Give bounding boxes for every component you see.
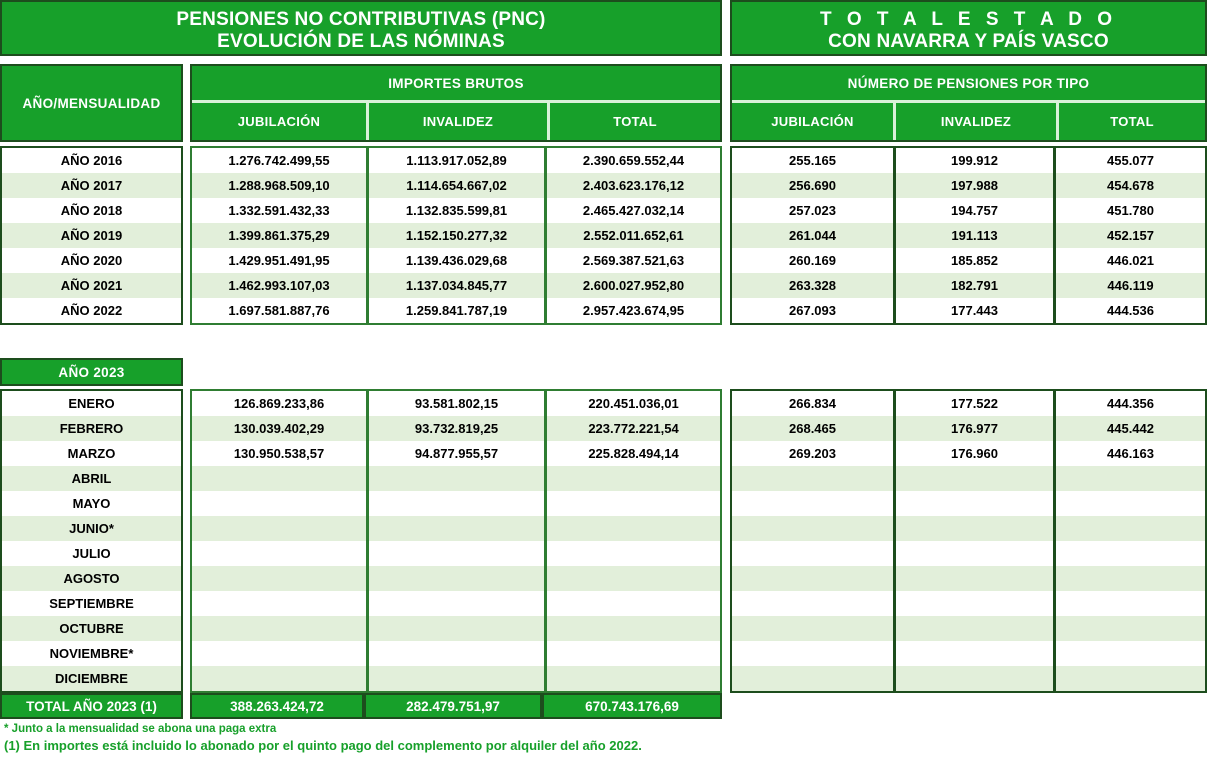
table-row-month-values <box>192 591 720 616</box>
table-row-year-values-right <box>732 248 1205 273</box>
cell-invalidez <box>893 616 1053 641</box>
cell-total: 223.772.221,54 <box>544 416 720 441</box>
cell-total <box>544 591 720 616</box>
cell-total <box>544 491 720 516</box>
cell-jubilacion <box>732 566 893 591</box>
cell-invalidez <box>893 466 1053 491</box>
cell-jubilacion <box>192 666 366 691</box>
cell-invalidez <box>366 616 544 641</box>
table-row-month-values-right <box>732 391 1205 416</box>
total-row-total: 670.743.176,69 <box>542 693 722 719</box>
row-label: AÑO 2018 <box>60 203 123 218</box>
table-row-month-label <box>2 541 181 566</box>
table-row-month-values <box>192 541 720 566</box>
right-title-line1: T O T A L E S T A D O <box>819 9 1118 30</box>
cell-jubilacion <box>192 466 366 491</box>
cell-total <box>1053 666 1205 691</box>
table-row-month-label <box>2 491 181 516</box>
table-row-year-label <box>2 173 181 198</box>
cell-invalidez <box>893 666 1053 691</box>
cell-total: 2.957.423.674,95 <box>544 298 720 323</box>
table-row-year-label <box>2 223 181 248</box>
table-row-month-values <box>192 516 720 541</box>
cell-jubilacion <box>732 466 893 491</box>
left-sub-header-row <box>192 100 720 140</box>
left-month-stub-rows <box>2 391 181 691</box>
cell-invalidez: 182.791 <box>893 273 1053 298</box>
cell-invalidez <box>893 641 1053 666</box>
cell-invalidez: 177.522 <box>893 391 1053 416</box>
table-row-year-values-right <box>732 223 1205 248</box>
cell-jubilacion <box>732 491 893 516</box>
cell-invalidez <box>893 566 1053 591</box>
left-year-value-rows <box>192 148 720 323</box>
table-row-year-label <box>2 148 181 173</box>
row-label: SEPTIEMBRE <box>49 596 134 611</box>
table-row-month-values <box>192 441 720 466</box>
cell-total <box>1053 541 1205 566</box>
cell-invalidez <box>366 591 544 616</box>
left-title-banner <box>0 0 722 56</box>
table-row-month-label <box>2 591 181 616</box>
table-row-year-label <box>2 198 181 223</box>
left-subheader-total: TOTAL <box>547 103 720 140</box>
right-month-values-block <box>730 389 1207 693</box>
cell-total: 446.163 <box>1053 441 1205 466</box>
row-label: JUNIO* <box>69 521 114 536</box>
table-row-month-label <box>2 641 181 666</box>
table-row-month-values-right <box>732 416 1205 441</box>
cell-jubilacion: 263.328 <box>789 278 836 293</box>
left-subheader-jubilacion: JUBILACIÓN <box>237 114 321 129</box>
left-header-row <box>0 64 722 142</box>
row-label: FEBRERO <box>59 421 124 436</box>
cell-jubilacion <box>192 616 366 641</box>
cell-total <box>1053 466 1205 491</box>
right-subheader-total: TOTAL <box>1056 103 1205 140</box>
table-row-year-label <box>2 248 181 273</box>
table-row-year-label <box>2 273 181 298</box>
cell-jubilacion: 257.023 <box>789 203 836 218</box>
cell-jubilacion: 1.462.993.107,03 <box>228 278 330 293</box>
table-row-year-values <box>192 148 720 173</box>
cell-total <box>1053 491 1205 516</box>
cell-jubilacion <box>732 666 893 691</box>
table-row-month-values-right <box>732 591 1205 616</box>
cell-total: 2.600.027.952,80 <box>544 273 720 298</box>
cell-total: 454.678 <box>1053 173 1205 198</box>
cell-jubilacion <box>732 541 893 566</box>
cell-jubilacion <box>192 641 366 666</box>
right-group-header-numero-pensiones <box>730 64 1207 142</box>
right-title-banner <box>730 0 1207 56</box>
row-label: OCTUBRE <box>59 621 124 636</box>
right-header-row <box>730 64 1207 142</box>
cell-jubilacion: 255.165 <box>789 153 836 168</box>
cell-jubilacion: 269.203 <box>789 446 836 461</box>
table-row-month-label <box>2 466 181 491</box>
cell-invalidez <box>366 541 544 566</box>
left-year-stub-rows <box>2 148 181 323</box>
table-row-year-values-right <box>732 173 1205 198</box>
cell-invalidez: 1.259.841.787,19 <box>366 298 544 323</box>
row-label: AÑO 2016 <box>60 153 123 168</box>
table-row-month-values <box>192 391 720 416</box>
cell-total <box>1053 616 1205 641</box>
cell-invalidez: 194.757 <box>893 198 1053 223</box>
left-title-line2: EVOLUCIÓN DE LAS NÓMINAS <box>217 31 505 52</box>
table-row-month-values <box>192 666 720 691</box>
cell-total: 225.828.494,14 <box>544 441 720 466</box>
cell-invalidez: 1.132.835.599,81 <box>366 198 544 223</box>
cell-jubilacion <box>192 566 366 591</box>
left-month-values-block <box>190 389 722 693</box>
cell-jubilacion: 130.950.538,57 <box>233 446 325 461</box>
table-row-year-values <box>192 198 720 223</box>
right-year-value-rows <box>732 148 1205 323</box>
table-row-month-values-right <box>732 566 1205 591</box>
table-row-month-label <box>2 666 181 691</box>
footnote-one: (1) En importes está incluido lo abonado por el quinto pago del complemento por alquiler del año 2022. <box>4 738 642 753</box>
cell-invalidez: 191.113 <box>893 223 1053 248</box>
cell-invalidez: 177.443 <box>893 298 1053 323</box>
cell-jubilacion <box>192 516 366 541</box>
cell-jubilacion: 1.332.591.432,33 <box>228 203 330 218</box>
cell-total <box>1053 591 1205 616</box>
cell-jubilacion: 267.093 <box>789 303 836 318</box>
left-title-line1: PENSIONES NO CONTRIBUTIVAS (PNC) <box>176 9 546 30</box>
table-row-month-label <box>2 516 181 541</box>
cell-invalidez <box>893 516 1053 541</box>
cell-invalidez: 1.152.150.277,32 <box>366 223 544 248</box>
year-2023-label: AÑO 2023 <box>0 358 183 386</box>
total-row-label: TOTAL AÑO 2023 (1) <box>0 693 183 719</box>
cell-total <box>544 466 720 491</box>
left-year-stub-block <box>0 146 183 325</box>
cell-invalidez: 1.137.034.845,77 <box>366 273 544 298</box>
cell-invalidez: 185.852 <box>893 248 1053 273</box>
right-subheader-jubilacion: JUBILACIÓN <box>771 114 854 129</box>
cell-jubilacion: 261.044 <box>789 228 836 243</box>
cell-total <box>1053 566 1205 591</box>
right-month-value-rows <box>732 391 1205 691</box>
cell-invalidez: 1.114.654.667,02 <box>366 173 544 198</box>
cell-jubilacion: 130.039.402,29 <box>233 421 325 436</box>
left-group-title: IMPORTES BRUTOS <box>388 75 524 91</box>
left-month-stub-block <box>0 389 183 693</box>
table-row-month-values-right <box>732 516 1205 541</box>
table-row-month-values-right <box>732 466 1205 491</box>
cell-total: 2.390.659.552,44 <box>544 148 720 173</box>
cell-invalidez: 199.912 <box>893 148 1053 173</box>
table-row-month-label <box>2 416 181 441</box>
total-year-2023-row <box>0 693 722 719</box>
left-subheader-invalidez: INVALIDEZ <box>366 103 547 140</box>
cell-invalidez: 176.960 <box>893 441 1053 466</box>
total-row-gap <box>183 693 190 719</box>
table-row-month-values-right <box>732 491 1205 516</box>
cell-total <box>1053 641 1205 666</box>
cell-jubilacion: 1.697.581.887,76 <box>228 303 330 318</box>
table-row-month-values-right <box>732 441 1205 466</box>
cell-invalidez: 94.877.955,57 <box>366 441 544 466</box>
cell-total <box>544 641 720 666</box>
cell-total <box>544 616 720 641</box>
cell-total <box>544 541 720 566</box>
total-row-invalidez: 282.479.751,97 <box>364 693 542 719</box>
cell-jubilacion: 126.869.233,86 <box>233 396 325 411</box>
row-label: AÑO 2021 <box>60 278 123 293</box>
cell-jubilacion <box>192 541 366 566</box>
table-row-year-values <box>192 248 720 273</box>
cell-total: 2.403.623.176,12 <box>544 173 720 198</box>
cell-invalidez <box>366 641 544 666</box>
table-row-month-values <box>192 416 720 441</box>
table-row-month-label <box>2 441 181 466</box>
cell-jubilacion: 1.288.968.509,10 <box>228 178 330 193</box>
cell-total: 2.552.011.652,61 <box>544 223 720 248</box>
cell-jubilacion: 256.690 <box>789 178 836 193</box>
cell-jubilacion: 266.834 <box>789 396 836 411</box>
cell-total: 452.157 <box>1053 223 1205 248</box>
cell-total: 446.119 <box>1053 273 1205 298</box>
table-row-year-values <box>192 173 720 198</box>
stub-header-ano-mensualidad: AÑO/MENSUALIDAD <box>0 64 183 142</box>
cell-jubilacion <box>192 591 366 616</box>
row-label: MAYO <box>72 496 111 511</box>
table-row-month-label <box>2 566 181 591</box>
cell-jubilacion <box>732 516 893 541</box>
cell-total <box>1053 516 1205 541</box>
table-row-year-values-right <box>732 298 1205 323</box>
table-row-year-values <box>192 298 720 323</box>
cell-invalidez: 197.988 <box>893 173 1053 198</box>
cell-jubilacion: 1.399.861.375,29 <box>228 228 330 243</box>
cell-invalidez <box>893 591 1053 616</box>
right-title-line2: CON NAVARRA Y PAÍS VASCO <box>828 31 1109 52</box>
cell-total: 455.077 <box>1053 148 1205 173</box>
row-label: MARZO <box>67 446 116 461</box>
cell-jubilacion: 1.276.742.499,55 <box>228 153 330 168</box>
left-group-header-importes-brutos <box>190 64 722 142</box>
cell-jubilacion: 260.169 <box>789 253 836 268</box>
cell-jubilacion <box>732 641 893 666</box>
cell-invalidez: 1.139.436.029,68 <box>366 248 544 273</box>
row-label: AGOSTO <box>63 571 120 586</box>
cell-total: 2.465.427.032,14 <box>544 198 720 223</box>
table-row-year-values-right <box>732 148 1205 173</box>
cell-jubilacion <box>192 491 366 516</box>
cell-jubilacion: 1.429.951.491,95 <box>228 253 330 268</box>
left-month-value-rows <box>192 391 720 691</box>
cell-invalidez <box>893 541 1053 566</box>
table-row-month-values-right <box>732 541 1205 566</box>
cell-total: 451.780 <box>1053 198 1205 223</box>
row-label: NOVIEMBRE* <box>49 646 134 661</box>
right-subheader-invalidez: INVALIDEZ <box>893 103 1056 140</box>
cell-invalidez: 176.977 <box>893 416 1053 441</box>
row-label: AÑO 2022 <box>60 303 123 318</box>
footnotes <box>4 723 904 753</box>
cell-total <box>544 666 720 691</box>
table-row-month-values-right <box>732 616 1205 641</box>
cell-invalidez <box>893 491 1053 516</box>
cell-jubilacion: 268.465 <box>789 421 836 436</box>
left-year-values-block <box>190 146 722 325</box>
cell-invalidez: 93.732.819,25 <box>366 416 544 441</box>
row-label: AÑO 2017 <box>60 178 123 193</box>
row-label: AÑO 2020 <box>60 253 123 268</box>
table-row-month-values-right <box>732 641 1205 666</box>
cell-invalidez <box>366 566 544 591</box>
table-row-month-values <box>192 466 720 491</box>
cell-total: 446.021 <box>1053 248 1205 273</box>
right-panel <box>730 0 1207 461</box>
cell-total: 220.451.036,01 <box>544 391 720 416</box>
table-row-month-values-right <box>732 666 1205 691</box>
cell-jubilacion <box>732 616 893 641</box>
table-row-year-values-right <box>732 273 1205 298</box>
table-row-month-values <box>192 641 720 666</box>
cell-jubilacion <box>732 591 893 616</box>
table-row-year-label <box>2 298 181 323</box>
table-row-month-values <box>192 566 720 591</box>
row-label: DICIEMBRE <box>55 671 128 686</box>
right-group-title: NÚMERO DE PENSIONES POR TIPO <box>847 75 1090 91</box>
table-row-month-values <box>192 491 720 516</box>
table-row-month-label <box>2 391 181 416</box>
cell-total <box>544 516 720 541</box>
cell-invalidez <box>366 666 544 691</box>
cell-total: 445.442 <box>1053 416 1205 441</box>
cell-total: 444.536 <box>1053 298 1205 323</box>
cell-total: 444.356 <box>1053 391 1205 416</box>
right-year-values-block <box>730 146 1207 325</box>
cell-total: 2.569.387.521,63 <box>544 248 720 273</box>
footnote-asterisk: * Junto a la mensualidad se abona una paga extra <box>4 723 277 735</box>
right-sub-header-row <box>732 100 1205 140</box>
cell-invalidez <box>366 466 544 491</box>
row-label: JULIO <box>72 546 111 561</box>
row-label: ENERO <box>68 396 115 411</box>
row-label: ABRIL <box>71 471 112 486</box>
table-row-year-values <box>192 273 720 298</box>
cell-invalidez <box>366 516 544 541</box>
cell-invalidez: 93.581.802,15 <box>366 391 544 416</box>
cell-total <box>544 566 720 591</box>
table-row-year-values <box>192 223 720 248</box>
total-row-jubilacion: 388.263.424,72 <box>190 693 364 719</box>
table-row-year-values-right <box>732 198 1205 223</box>
table-row-month-values <box>192 616 720 641</box>
cell-invalidez <box>366 491 544 516</box>
table-row-month-label <box>2 616 181 641</box>
row-label: AÑO 2019 <box>60 228 123 243</box>
cell-invalidez: 1.113.917.052,89 <box>366 148 544 173</box>
